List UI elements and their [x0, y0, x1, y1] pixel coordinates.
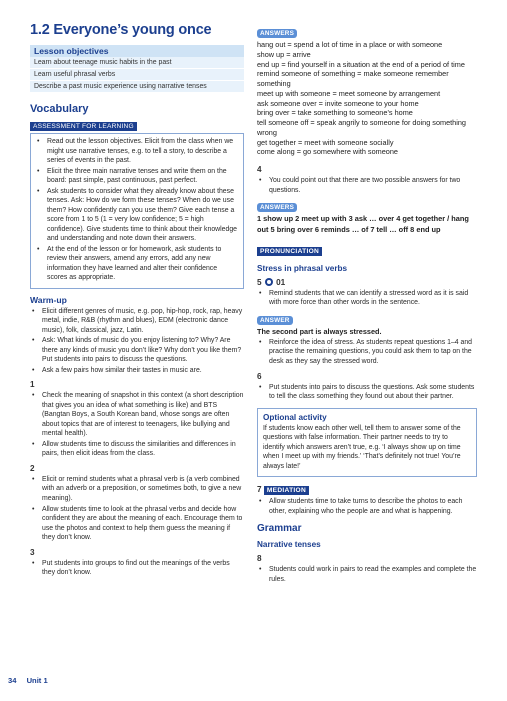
answer-line: meet up with someone = meet someone by arrangement: [257, 88, 441, 98]
answer-line: tell someone off = speak angrily to someone for doing something wrong: [257, 118, 466, 137]
list-item: • Reinforce the idea of stress. As students repeat questions 1–4 and practise the remaining questions, you could ask them to tap on the desk as they say the stressed word.: [257, 338, 477, 367]
answers-text: 1 show up 2 meet up with 3 ask … over 4 get together / hang out 5 bring over 6 reminds … of 7 tell … off 8 end up: [257, 214, 469, 234]
objective-item: Learn about teenage music habits in the past: [30, 57, 244, 69]
grammar-heading: Grammar: [257, 523, 302, 535]
exercise-number: 8: [257, 554, 262, 564]
objective-item: Describe a past music experience using narrative tenses: [30, 81, 244, 93]
list-item: • Elicit the three main narrative tenses and write them on the board: past simple, past continuous, past perfect.: [35, 167, 237, 186]
pronunciation-heading: Stress in phrasal verbs: [257, 263, 348, 273]
grammar-subheading: Narrative tenses: [257, 540, 321, 550]
unit-label: Unit 1: [26, 676, 48, 685]
exercise-number: 3: [30, 547, 35, 557]
objectives-heading: Lesson objectives: [30, 45, 244, 57]
list-item: • Allow students time to look at the phrasal verbs and decide how confident they are about the meaning of each. Encourage them to use the photos and context to help them guess the meaning if they don’t know.: [30, 505, 244, 543]
answer-tag: ANSWER: [257, 316, 293, 325]
list-item: • Put students into groups to find out the meanings of the verbs they don’t know.: [30, 559, 244, 578]
answer-line: bring over = take something to someone’s home: [257, 108, 413, 118]
objective-item: Learn useful phrasal verbs: [30, 69, 244, 81]
list-item: • Ask a few pairs how similar their tastes in music are.: [30, 366, 244, 376]
list-item: • Allow students time to discuss the similarities and differences in pairs, then elicit ideas from the class.: [30, 440, 244, 459]
list-item: • Students could work in pairs to read the examples and complete the rules.: [257, 565, 477, 584]
list-item: • You could point out that there are two possible answers for two questions.: [257, 176, 477, 195]
pronunciation-tag: PRONUNCIATION: [257, 247, 322, 256]
vocabulary-heading: Vocabulary: [30, 103, 89, 115]
right-column: [257, 22, 477, 585]
list-item: • Elicit or remind students what a phrasal verb is (a verb combined with an adverb or a preposition, or sometimes both, to give a new meaning).: [30, 475, 244, 504]
exercise-number: 7: [257, 485, 262, 495]
answer-line: end up = find yourself in a situation at the end of a period of time: [257, 59, 465, 69]
audio-track: 01: [276, 277, 286, 287]
answer-line: remind someone of something = make someone remember something: [257, 69, 449, 89]
answers-tag: ANSWERS: [257, 29, 297, 38]
list-item: • Allow students time to take turns to describe the photos to each other, explaining who the people are and what is happening.: [257, 497, 477, 516]
list-item: • Check the meaning of snapshot in this context (a short description that gives you an idea of what something is like) and BTS (Bangtan Boys, a South Korean band, whose songs are often about topics that are of interest to teenagers, like bullying and mental health).: [30, 391, 244, 439]
lesson-objectives-box: [30, 45, 244, 93]
assessment-tag: ASSESSMENT FOR LEARNING: [30, 122, 137, 131]
exercise-number: 6: [257, 371, 262, 381]
answer-line: hang out = spend a lot of time in a place or with someone: [257, 40, 443, 49]
list-item: • Read out the lesson objectives. Elicit from the class when we might use narrative tenses, e.g. to tell a story, to describe a series of events in the past.: [35, 137, 237, 166]
exercise-number: 1: [30, 380, 35, 390]
assessment-box: [30, 133, 244, 289]
mediation-tag: MEDIATION: [264, 486, 309, 495]
exercise-number-row: [257, 278, 477, 287]
optional-text: If students know each other well, tell them to answer some of the questions with false information. Their partner needs to try to identify which answers aren’t true, e.g. ‘I always show up on time when I meet up with my friends.’ ‘That’s definitely not true! You’re always late!’: [263, 424, 461, 470]
left-column: [30, 22, 244, 579]
optional-activity-box: [257, 408, 477, 478]
answer-line: show up = arrive: [257, 49, 311, 59]
answer-line: ask someone over = invite someone to your home: [257, 98, 419, 108]
list-item: • Remind students that we can identify a stressed word as it is said with more force than other words in the sentence.: [257, 289, 477, 308]
answer-text: The second part is always stressed.: [257, 326, 382, 336]
lesson-title: 1.2 Everyone’s young once: [30, 22, 212, 38]
answers-tag: ANSWERS: [257, 203, 297, 212]
answers-list: [257, 40, 477, 157]
page-number: 34: [8, 676, 17, 685]
exercise-number-row: [257, 485, 477, 495]
exercise-number: 5: [257, 277, 262, 287]
warmup-heading: Warm-up: [30, 294, 67, 305]
list-item: • Elicit different genres of music, e.g. pop, hip-hop, rock, rap, heavy metal, indie, R&B (rhythm and blues), EDM (electronic dance music), folk, classical, jazz, Latin.: [30, 307, 244, 336]
answer-line: come along = go somewhere with someone: [257, 147, 398, 157]
answer-line: get together = meet with someone socially: [257, 137, 394, 147]
exercise-number: 4: [257, 165, 262, 175]
audio-icon: [265, 278, 273, 286]
page-footer: [8, 676, 56, 685]
list-item: • At the end of the lesson or for homework, ask students to review their answers, amend any errors, add any new information they have learned and alter their confidence scores as appropriate.: [35, 245, 237, 283]
exercise-number: 2: [30, 463, 35, 473]
list-item: • Put students into pairs to discuss the questions. Ask some students to tell the class something they found out about their partner.: [257, 383, 477, 402]
list-item: • Ask students to consider what they already know about these tenses. Ask: How do we form these tenses? When do we use them? How confidently can you use them? Give each tense a score from 1 to 5 (1 = very low confidence; 5 = high confidence). Give students time to think about their knowledge and understanding and note down their answers.: [35, 187, 237, 244]
optional-heading: Optional activity: [263, 412, 327, 422]
list-item: • Ask: What kinds of music do you enjoy listening to? Why? Are there any kinds of music you don’t like? Why don’t you like them? Put students into pairs to discuss the questions.: [30, 336, 244, 365]
